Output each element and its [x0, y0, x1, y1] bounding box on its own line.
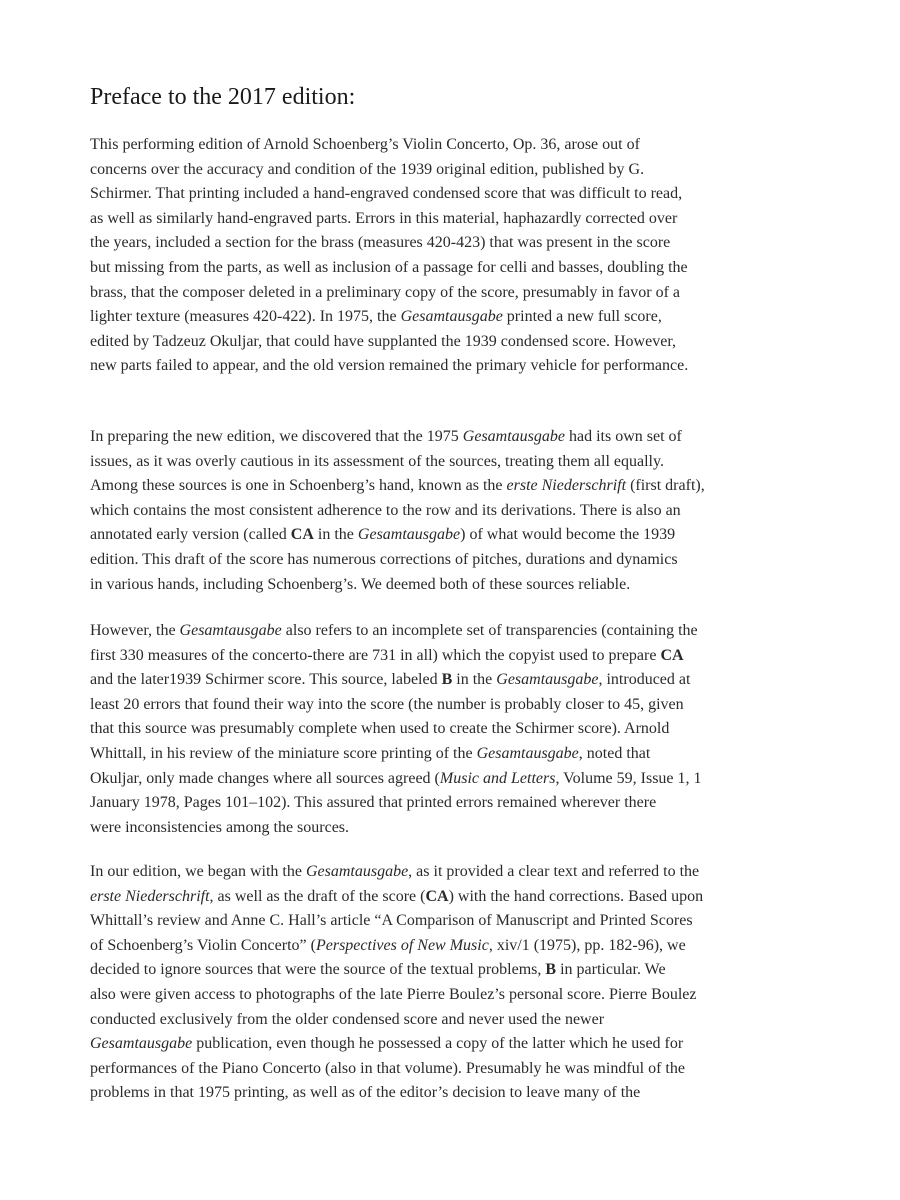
text-run: ) with the hand corrections. Based upon: [448, 887, 704, 905]
text-run: first 330 measures of the concerto-there are 731 in all) which the copyist used to prepare: [90, 646, 661, 664]
text-run: In preparing the new edition, we discovered that the 1975: [90, 428, 463, 445]
text-run: ) of what would become the 1939: [460, 526, 676, 544]
text-line: [90, 742, 702, 767]
bold-text: CA: [660, 646, 684, 664]
text-line: [90, 816, 702, 841]
text-run: had its own set of: [565, 428, 682, 445]
text-run: edition. This draft of the score has numerous corrections of pitches, durations and dynamics: [90, 550, 678, 568]
bold-text: CA: [290, 526, 314, 544]
text-run: that this source was presumably complete when used to create the Schirmer score). Arnold: [90, 720, 670, 738]
italic-text: Gesamtausgabe: [400, 308, 503, 326]
paragraph-4: [90, 860, 703, 1106]
text-line: [90, 499, 705, 524]
text-line: [90, 983, 703, 1008]
text-line: [90, 474, 705, 499]
text-run: This performing edition of Arnold Schoenberg’s Violin Concerto, Op. 36, arose out of: [90, 136, 640, 153]
text-run: edited by Tadzeuz Okuljar, that could have supplanted the 1939 condensed score. However,: [90, 332, 676, 350]
text-run: Whittall, in his review of the miniature score printing of the: [90, 744, 477, 762]
text-line: [90, 425, 705, 450]
text-run: (first draft),: [626, 477, 705, 495]
italic-text: Gesamtausgabe: [179, 622, 282, 639]
text-line: [90, 256, 688, 281]
italic-text: Gesamtausgabe: [305, 863, 409, 880]
italic-text: erste Niederschrift: [506, 477, 627, 495]
text-run: also were given access to photographs of the late Pierre Boulez’s personal score. Pierre Boulez: [90, 985, 697, 1003]
italic-text: Gesamtausgabe: [357, 526, 461, 544]
text-run: Okuljar, only made changes where all sources agreed (: [90, 769, 440, 787]
text-line: [90, 133, 688, 158]
text-line: [90, 450, 705, 475]
text-run: , introduced at: [598, 671, 691, 689]
text-line: [90, 523, 705, 548]
text-run: in various hands, including Schoenberg’s. We deemed both of these sources reliable.: [90, 575, 631, 593]
text-line: [90, 548, 705, 573]
text-line: [90, 207, 688, 232]
text-run: least 20 errors that found their way into the score (the number is probably closer to 45, given: [90, 695, 684, 713]
text-run: also refers to an incomplete set of transparencies (containing the: [281, 622, 698, 639]
text-line: [90, 644, 702, 669]
text-run: In our edition, we began with the: [90, 863, 306, 880]
text-run: in the: [313, 526, 358, 544]
text-line: [90, 231, 688, 256]
text-run: However, the: [90, 622, 180, 639]
italic-text: Music and Letters: [439, 769, 556, 787]
text-run: and the later1939 Schirmer score. This source, labeled: [90, 671, 442, 689]
text-line: [90, 281, 688, 306]
italic-text: Gesamtausgabe: [462, 428, 565, 445]
text-run: the years, included a section for the brass (measures 420-423) that was present in the score: [90, 234, 671, 252]
italic-text: Gesamtausgabe: [476, 744, 579, 762]
text-line: [90, 182, 688, 207]
text-run: January 1978, Pages 101–102). This assured that printed errors remained wherever there: [90, 794, 657, 812]
text-run: , as it provided a clear text and referred to the: [408, 863, 700, 880]
text-run: Among these sources is one in Schoenberg’s hand, known as the: [90, 477, 507, 495]
text-line: [90, 305, 688, 330]
text-line: [90, 909, 703, 934]
page-title: Preface to the 2017 edition:: [90, 84, 356, 110]
text-run: Whittall’s review and Anne C. Hall’s article “A Comparison of Manuscript and Printed Scores: [90, 912, 693, 930]
text-run: Schirmer. That printing included a hand-engraved condensed score that was difficult to read,: [90, 185, 683, 203]
text-run: , noted that: [578, 744, 651, 762]
text-line: [90, 958, 703, 983]
text-run: , xiv/1 (1975), pp. 182-96), we: [488, 936, 686, 954]
text-run: decided to ignore sources that were the source of the textual problems,: [90, 961, 546, 979]
text-run: problems in that 1975 printing, as well as of the editor’s decision to leave many of the: [90, 1084, 641, 1102]
text-line: [90, 668, 702, 693]
italic-text: Perspectives of New Music: [315, 936, 489, 954]
text-run: annotated early version (called: [90, 526, 291, 544]
text-line: [90, 767, 702, 792]
text-line: [90, 1032, 703, 1057]
paragraph-1: [90, 133, 688, 379]
text-run: lighter texture (measures 420-422). In 1975, the: [90, 308, 401, 326]
text-line: [90, 1008, 703, 1033]
text-line: [90, 717, 702, 742]
text-line: [90, 158, 688, 183]
text-run: concerns over the accuracy and condition of the 1939 original edition, published by G.: [90, 160, 645, 178]
text-line: [90, 934, 703, 959]
text-line: [90, 1081, 703, 1106]
text-line: [90, 354, 688, 379]
text-run: issues, as it was overly cautious in its assessment of the sources, treating them all equally.: [90, 452, 664, 470]
text-line: [90, 693, 702, 718]
bold-text: B: [441, 671, 453, 689]
text-line: [90, 619, 702, 644]
text-run: of Schoenberg’s Violin Concerto” (: [90, 936, 316, 954]
text-run: in the: [452, 671, 497, 689]
text-run: brass, that the composer deleted in a preliminary copy of the score, presumably in favor of a: [90, 283, 681, 301]
text-line: [90, 885, 703, 910]
bold-text: B: [545, 961, 557, 979]
text-run: were inconsistencies among the sources.: [90, 818, 350, 836]
text-run: as well as similarly hand-engraved parts. Errors in this material, haphazardly corrected over: [90, 209, 678, 227]
paragraph-3: [90, 619, 702, 840]
text-run: , as well as the draft of the score (: [209, 887, 426, 905]
paragraph-2: [90, 425, 705, 597]
text-run: new parts failed to appear, and the old version remained the primary vehicle for performance.: [90, 357, 689, 375]
text-run: publication, even though he possessed a copy of the latter which he used for: [192, 1035, 684, 1053]
italic-text: Gesamtausgabe: [496, 671, 599, 689]
italic-text: erste Niederschrift: [90, 887, 210, 905]
text-line: [90, 860, 703, 885]
text-run: but missing from the parts, as well as inclusion of a passage for celli and basses, doubling the: [90, 258, 688, 276]
text-run: conducted exclusively from the older condensed score and never used the newer: [90, 1010, 605, 1028]
text-run: which contains the most consistent adherence to the row and its derivations. There is also an: [90, 501, 681, 519]
text-line: [90, 573, 705, 598]
text-run: performances of the Piano Concerto (also in that volume). Presumably he was mindful of the: [90, 1059, 685, 1077]
text-run: in particular. We: [556, 961, 666, 979]
text-line: [90, 1057, 703, 1082]
text-line: [90, 791, 702, 816]
text-run: , Volume 59, Issue 1, 1: [555, 769, 702, 787]
text-run: printed a new full score,: [502, 308, 662, 326]
italic-text: Gesamtausgabe: [90, 1035, 193, 1053]
text-line: [90, 330, 688, 355]
bold-text: CA: [425, 887, 449, 905]
